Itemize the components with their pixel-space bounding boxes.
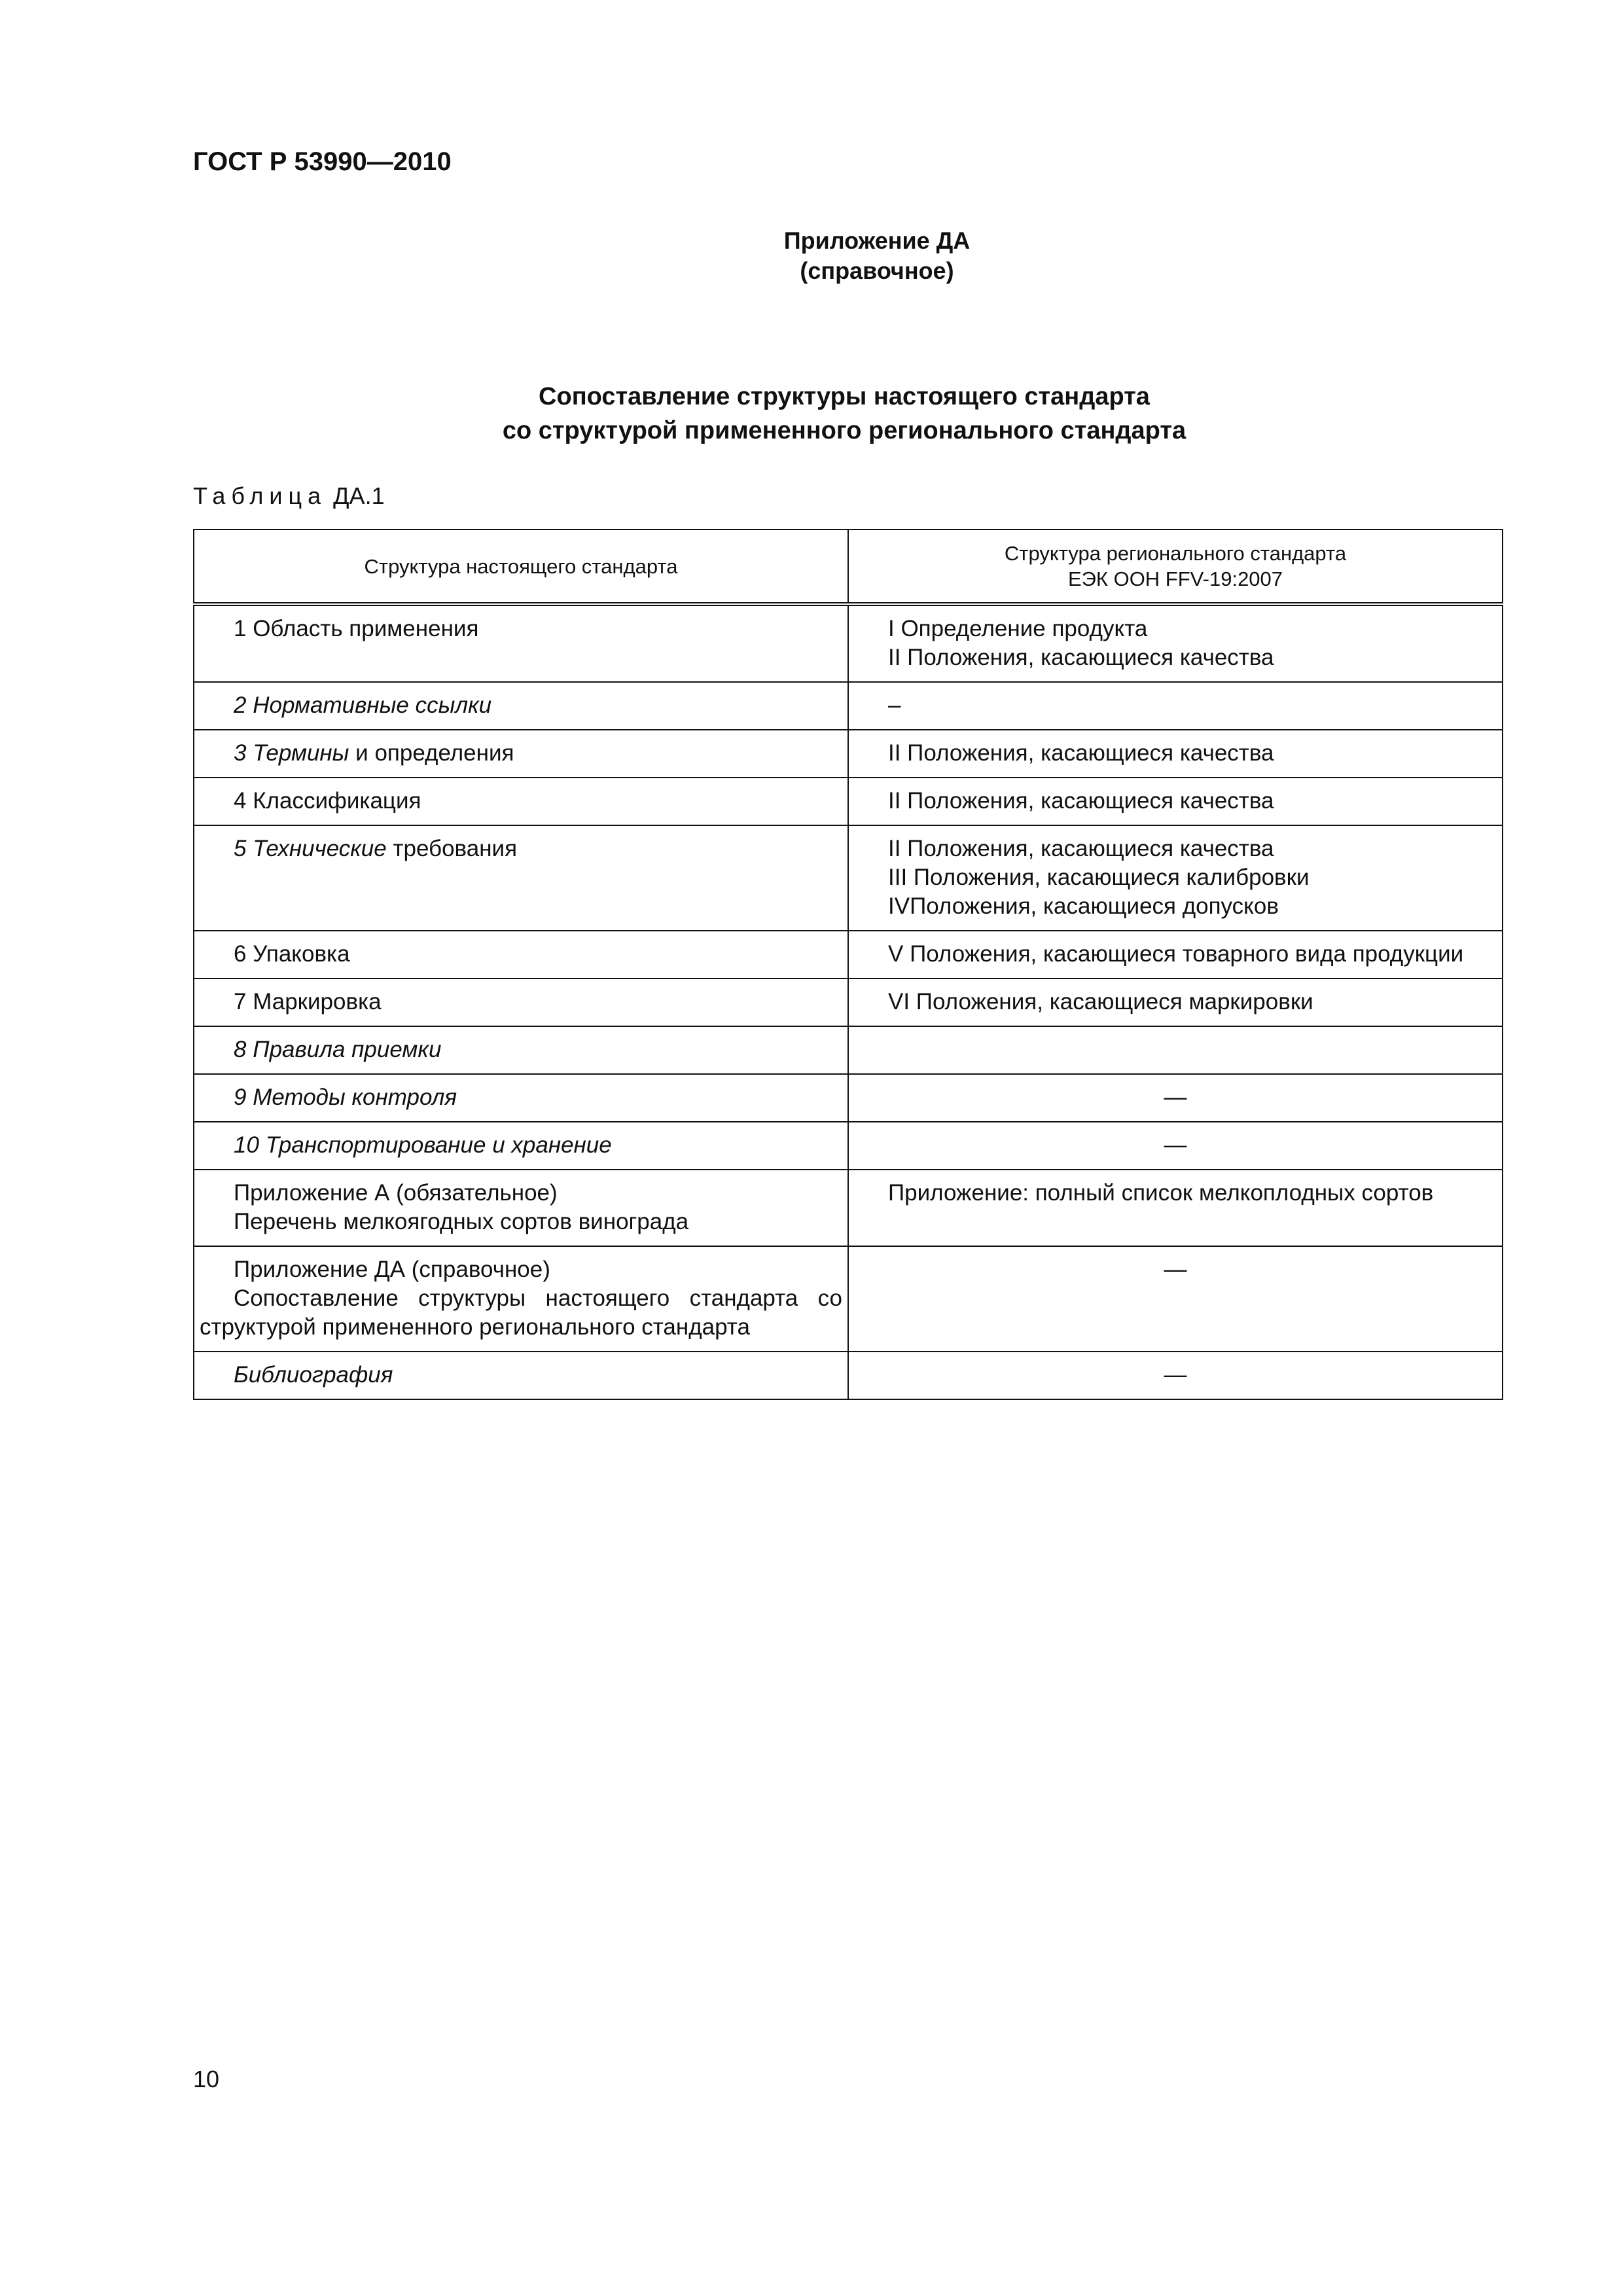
section-title: Библиография: [234, 1362, 393, 1388]
cell-current: [194, 1122, 848, 1170]
section-number: 3: [234, 740, 247, 766]
regional-line: V Положения, касающиеся товарного вида продукции: [888, 941, 1464, 967]
title-line-1: Сопоставление структуры настоящего стандарта: [539, 383, 1150, 410]
appendix-line: Перечень мелкоягодных сортов винограда: [234, 1209, 689, 1234]
regional-line: II Положения, касающиеся качества: [888, 740, 1274, 766]
table-row: [194, 1074, 1503, 1122]
title-line-2: со структурой примененного регионального стандарта: [502, 417, 1186, 444]
section-title-rest: требования: [393, 836, 518, 861]
cell-regional: [848, 604, 1503, 682]
header-regional-structure: [848, 529, 1503, 604]
section-number: 10: [234, 1132, 259, 1158]
section-title: Нормативные ссылки: [253, 692, 492, 718]
table-row: [194, 825, 1503, 931]
section-title: Правила приемки: [253, 1037, 442, 1062]
regional-line: II Положения, касающиеся качества: [888, 645, 1274, 670]
section-number: 4: [234, 788, 247, 814]
regional-line: –: [888, 692, 901, 718]
section-title-italic: Термины: [253, 740, 349, 766]
header-regional-line-1: Структура регионального стандарта: [1004, 542, 1347, 565]
cell-regional: [848, 1026, 1503, 1074]
section-number: 1: [234, 616, 247, 641]
table-row: [194, 682, 1503, 730]
cell-current: [194, 604, 848, 682]
table-row: [194, 1352, 1503, 1399]
appendix-line: Приложение ДА (справочное): [234, 1257, 550, 1282]
regional-line: Приложение: полный список мелкоплодных сортов: [888, 1180, 1434, 1206]
table-row: [194, 931, 1503, 978]
section-title: Упаковка: [253, 941, 350, 967]
table-row: [194, 604, 1503, 682]
cell-regional: [848, 931, 1503, 978]
regional-line: VI Положения, касающиеся маркировки: [888, 989, 1313, 1014]
cell-current: [194, 730, 848, 778]
table-row: [194, 778, 1503, 825]
cell-regional: —: [848, 1246, 1503, 1352]
document-code: ГОСТ Р 53990—2010: [193, 147, 452, 176]
cell-current: [194, 825, 848, 931]
regional-line: II Положения, касающиеся качества: [888, 836, 1274, 861]
cell-current: [194, 978, 848, 1026]
cell-current: [194, 1026, 848, 1074]
appendix-line: Приложение А (обязательное): [234, 1180, 558, 1206]
cell-regional: [848, 825, 1503, 931]
cell-regional: [848, 1170, 1503, 1246]
appendix-type: (справочное): [800, 257, 954, 284]
section-title: Транспортирование и хранение: [265, 1132, 612, 1158]
regional-line: I Определение продукта: [888, 616, 1148, 641]
section-number: 7: [234, 989, 247, 1014]
cell-current: [194, 931, 848, 978]
cell-regional: [848, 730, 1503, 778]
header-current-structure: Структура настоящего стандарта: [194, 529, 848, 604]
cell-regional: —: [848, 1352, 1503, 1399]
cell-current: [194, 1074, 848, 1122]
section-title: Область применения: [253, 616, 479, 641]
cell-current: [194, 778, 848, 825]
appendix-label: Приложение ДА: [783, 227, 971, 254]
table-row: [194, 1026, 1503, 1074]
regional-line: III Положения, касающиеся калибровки: [888, 865, 1310, 890]
cell-regional: [848, 978, 1503, 1026]
section-number: 8: [234, 1037, 247, 1062]
table-caption-word: Таблица: [193, 482, 327, 509]
header-regional-line-2: ЕЭК ООН FFV-19:2007: [1067, 567, 1283, 590]
table-row: [194, 1246, 1503, 1352]
section-title: Маркировка: [253, 989, 382, 1014]
table-row: [194, 978, 1503, 1026]
section-title-rest: и определения: [355, 740, 514, 766]
section-title-italic: Технические: [253, 836, 387, 861]
table-row: [194, 1170, 1503, 1246]
table-row: [194, 1122, 1503, 1170]
table-header-row: [194, 529, 1503, 604]
cell-regional: —: [848, 1074, 1503, 1122]
regional-line: IVПоложения, касающиеся допусков: [888, 893, 1279, 919]
structure-comparison-table: [193, 529, 1503, 1400]
cell-current: [194, 1352, 848, 1399]
appendix-line: Сопоставление структуры настоящего стандарта со структурой примененного регионального стандарта: [200, 1285, 842, 1340]
section-title: Методы контроля: [253, 1085, 457, 1110]
cell-current: [194, 682, 848, 730]
section-number: 6: [234, 941, 247, 967]
cell-current: [194, 1246, 848, 1352]
section-number: 5: [234, 836, 247, 861]
cell-regional: [848, 682, 1503, 730]
cell-regional: [848, 778, 1503, 825]
page-number: 10: [193, 2066, 220, 2092]
table-caption-number: ДА.1: [333, 482, 385, 509]
table-row: [194, 730, 1503, 778]
section-number: 9: [234, 1085, 247, 1110]
section-title: Классификация: [253, 788, 421, 814]
table-caption: [193, 482, 385, 510]
cell-current: [194, 1170, 848, 1246]
cell-regional: —: [848, 1122, 1503, 1170]
regional-line: II Положения, касающиеся качества: [888, 788, 1274, 814]
section-number: 2: [234, 692, 247, 718]
